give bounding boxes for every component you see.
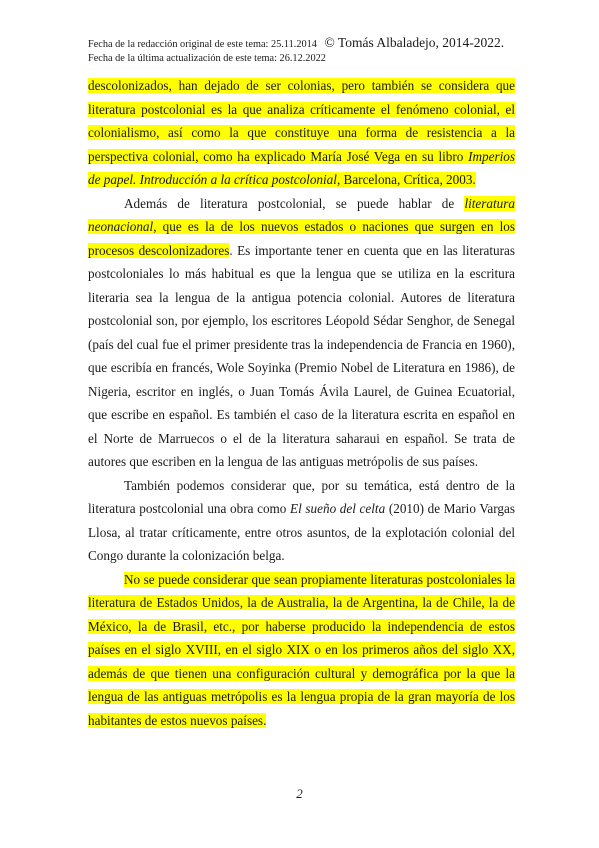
paragraph-3-body: (2010) de Mario Vargas Llosa, al tratar críticamente, entre otros asuntos, de la explotación colonial del Congo durante la colonización belga. bbox=[88, 501, 515, 563]
term-literatura-neonacional: literatura neonacional bbox=[88, 195, 515, 234]
copyright: © Tomás Albaladejo, 2014-2022. bbox=[324, 35, 505, 50]
paragraph-4 bbox=[88, 568, 515, 733]
paragraph-1-citation: , Barcelona, Crítica, 2003. bbox=[336, 172, 476, 187]
paragraph-3-intro: También podemos considerar que, por su temática, está dentro de la literatura postcolonial una obra como bbox=[88, 477, 515, 516]
book-title-imperios: Imperios de papel. Introducción a la crítica postcolonial bbox=[88, 148, 515, 187]
document-body bbox=[88, 74, 515, 732]
page-number: 2 bbox=[296, 786, 303, 801]
paragraph-2-intro: Además de literatura postcolonial, se puede hablar de bbox=[124, 195, 465, 211]
paragraph-2 bbox=[88, 192, 515, 474]
header-line-1 bbox=[88, 36, 528, 52]
paragraph-2-body: . Es importante tener en cuenta que en las literaturas postcoloniales lo más habitual es que la lengua que se utiliza en la escritura literaria sea la lengua de la antigua potencia colonial. Autores de literatura postcolonial son, por ejemplo, los escritores Léopold Sédar Senghor, de Senegal (país del cual fue el primer presidente tras la independencia de Francia en 1960), que escribía en francés, Wole Soyinka (Premio Nobel de Literatura en 1986), de Nigeria, escritor en inglés, o Juan Tomás Ávila Laurel, de Guinea Ecuatorial, que escribe en español. Es también el caso de la literatura escrita en español en el Norte de Marruecos o el de la literatura saharaui en español. Se trata de autores que escriben en la lengua de las antiguas metrópolis de sus países. bbox=[88, 242, 515, 469]
paragraph-1-text: descolonizados, han dejado de ser colonias, pero también se considera que literatura postcolonial es la que analiza críticamente el fenómeno colonial, el colonialismo, así como la que constituye una forma de resistencia a la perspectiva colonial, como ha explicado María José Vega en su libro bbox=[88, 78, 515, 164]
highlighted-text bbox=[88, 78, 515, 187]
page-header bbox=[88, 36, 528, 65]
paragraph-1 bbox=[88, 74, 515, 192]
update-date: Fecha de la última actualización de este tema: 26.12.2022 bbox=[88, 53, 326, 64]
book-title-sueno-del-celta: El sueño del celta bbox=[290, 501, 386, 516]
paragraph-3 bbox=[88, 474, 515, 568]
paragraph-2-definition: , que es la de los nuevos estados o naciones que surgen en los procesos descolonizadores bbox=[88, 219, 515, 258]
highlighted-text: No se puede considerar que sean propiamente literaturas postcoloniales la literatura de Estados Unidos, la de Australia, la de Argentina, la de Chile, la de México, la de Brasil, etc., por haberse producido la independencia de estos países en el siglo XVIII, en el siglo XIX o en los primeros años del siglo XX, además de que tienen una configuración cultural y demográfica por la que la lengua de las antiguas metrópolis es la lengua propia de la gran mayoría de los habitantes de estos nuevos países. bbox=[88, 571, 515, 728]
original-date: Fecha de la redacción original de este tema: 25.11.2014 bbox=[88, 39, 317, 50]
